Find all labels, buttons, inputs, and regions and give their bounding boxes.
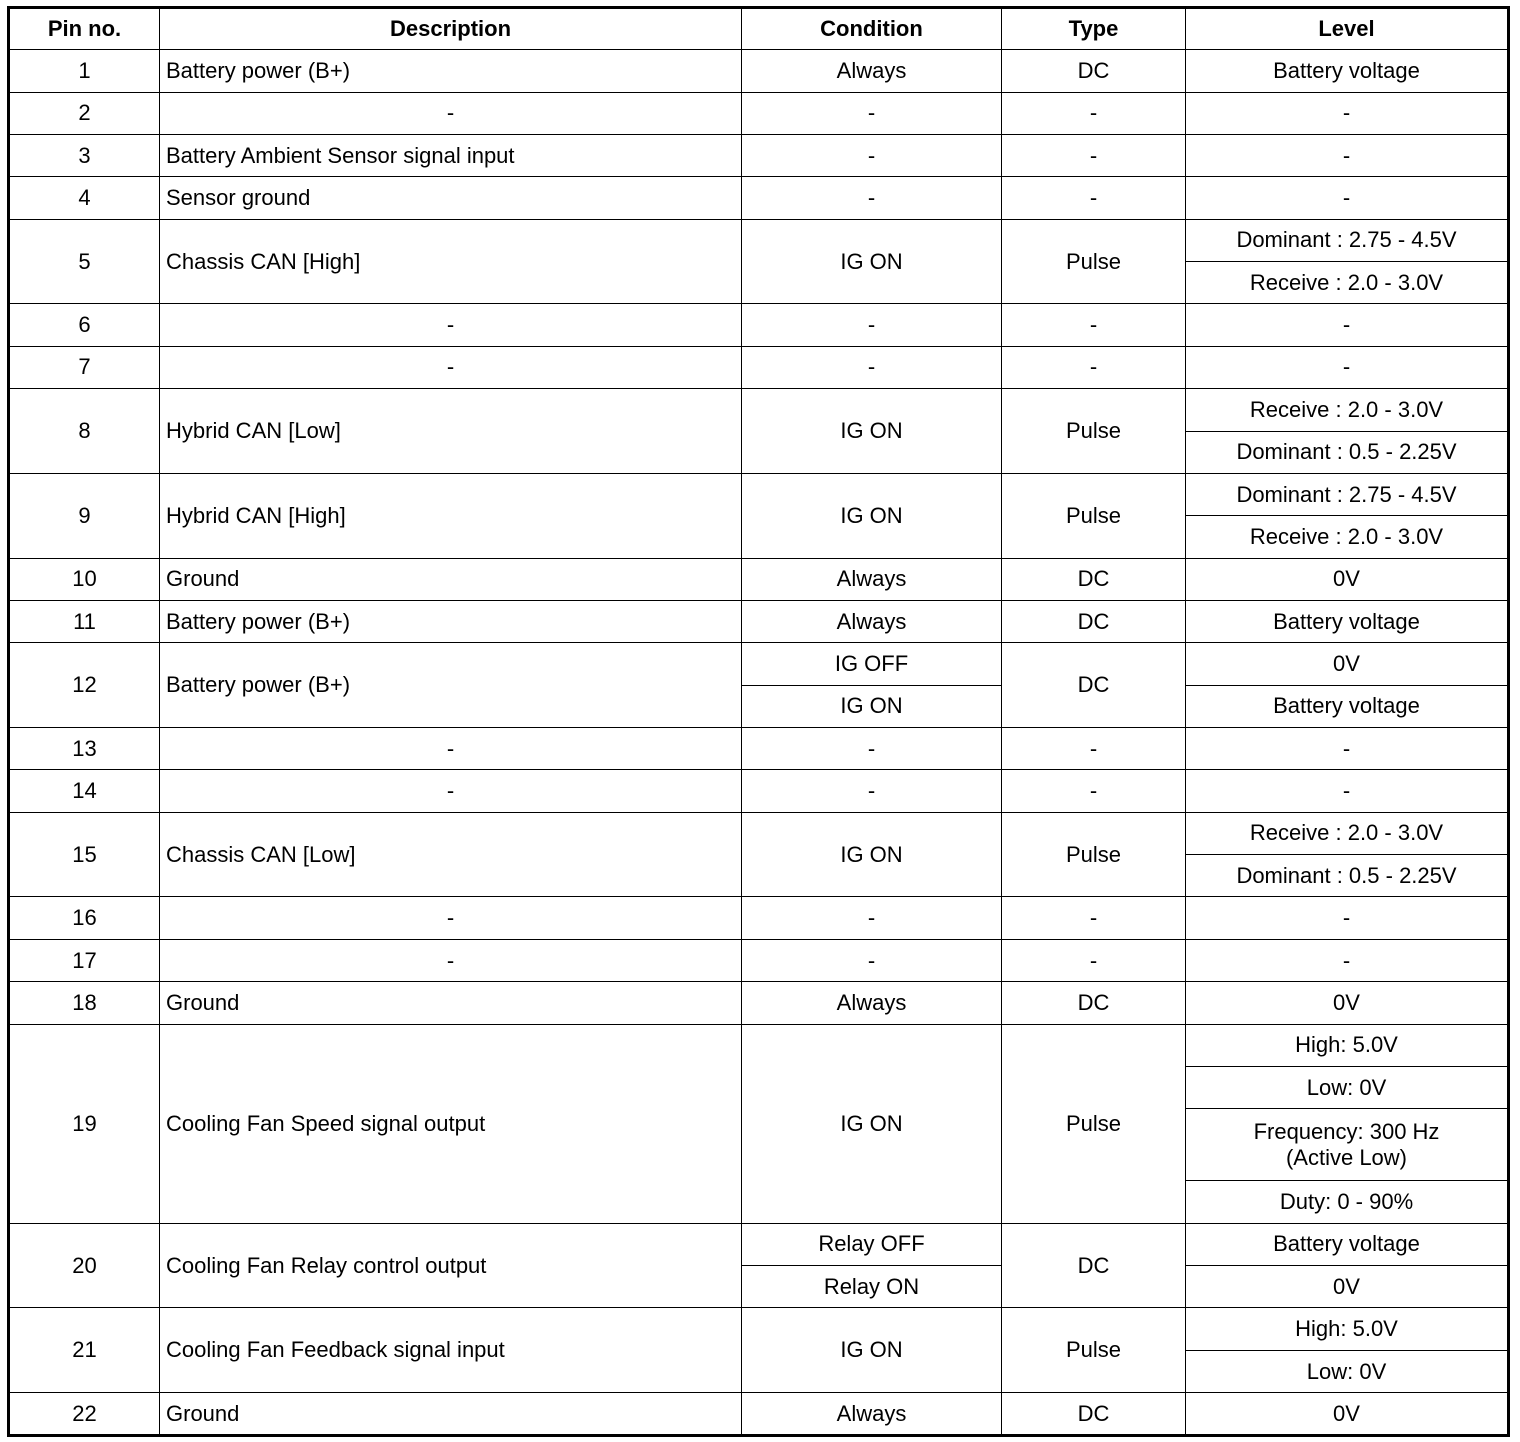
condition-cell: -: [742, 135, 1002, 177]
pin-number-cell: 17: [9, 939, 160, 981]
condition-cell: -: [742, 346, 1002, 388]
description-cell: -: [160, 304, 742, 346]
level-cell: High: 5.0V: [1186, 1308, 1509, 1350]
description-cell: Battery power (B+): [160, 643, 742, 728]
level-cell: Dominant : 2.75 - 4.5V: [1186, 219, 1509, 261]
type-cell: DC: [1002, 1393, 1186, 1436]
type-cell: -: [1002, 92, 1186, 134]
type-cell: -: [1002, 939, 1186, 981]
type-cell: -: [1002, 897, 1186, 939]
table-row: [9, 770, 1509, 812]
table-row: [9, 346, 1509, 388]
type-cell: Pulse: [1002, 812, 1186, 897]
pin-number-cell: 3: [9, 135, 160, 177]
condition-cell: Always: [742, 1393, 1002, 1436]
description-cell: Ground: [160, 982, 742, 1024]
condition-cell: Always: [742, 50, 1002, 92]
pin-number-cell: 21: [9, 1308, 160, 1393]
level-cell: -: [1186, 135, 1509, 177]
level-cell: Dominant : 0.5 - 2.25V: [1186, 855, 1509, 897]
pin-number-cell: 22: [9, 1393, 160, 1436]
header-row: [9, 8, 1509, 50]
pin-number-cell: 18: [9, 982, 160, 1024]
level-cell: Receive : 2.0 - 3.0V: [1186, 262, 1509, 304]
description-cell: -: [160, 897, 742, 939]
type-cell: -: [1002, 346, 1186, 388]
type-cell: DC: [1002, 643, 1186, 728]
description-cell: -: [160, 939, 742, 981]
condition-cell: -: [742, 177, 1002, 219]
level-cell: 0V: [1186, 643, 1509, 685]
type-cell: DC: [1002, 558, 1186, 600]
table-row: [9, 389, 1509, 431]
header-type: Type: [1002, 8, 1186, 50]
level-cell: Receive : 2.0 - 3.0V: [1186, 516, 1509, 558]
description-cell: Cooling Fan Feedback signal input: [160, 1308, 742, 1393]
type-cell: -: [1002, 177, 1186, 219]
pin-number-cell: 5: [9, 219, 160, 304]
type-cell: DC: [1002, 982, 1186, 1024]
pin-number-cell: 20: [9, 1223, 160, 1308]
pin-number-cell: 2: [9, 92, 160, 134]
condition-cell: -: [742, 92, 1002, 134]
level-cell: Battery voltage: [1186, 600, 1509, 642]
table-row: [9, 1223, 1509, 1265]
type-cell: Pulse: [1002, 389, 1186, 474]
type-cell: -: [1002, 728, 1186, 770]
level-cell: Low: 0V: [1186, 1350, 1509, 1392]
description-cell: Sensor ground: [160, 177, 742, 219]
pin-number-cell: 15: [9, 812, 160, 897]
condition-cell: -: [742, 897, 1002, 939]
pin-number-cell: 14: [9, 770, 160, 812]
pin-number-cell: 16: [9, 897, 160, 939]
condition-cell: IG ON: [742, 812, 1002, 897]
level-cell: -: [1186, 897, 1509, 939]
pin-number-cell: 11: [9, 600, 160, 642]
table-row: [9, 473, 1509, 515]
level-cell: -: [1186, 728, 1509, 770]
description-cell: Chassis CAN [Low]: [160, 812, 742, 897]
description-cell: Hybrid CAN [Low]: [160, 389, 742, 474]
header-condition: Condition: [742, 8, 1002, 50]
pin-number-cell: 19: [9, 1024, 160, 1223]
pin-number-cell: 8: [9, 389, 160, 474]
level-cell: 0V: [1186, 558, 1509, 600]
condition-cell: -: [742, 770, 1002, 812]
condition-cell: -: [742, 304, 1002, 346]
level-cell: Dominant : 2.75 - 4.5V: [1186, 473, 1509, 515]
description-cell: Hybrid CAN [High]: [160, 473, 742, 558]
type-cell: DC: [1002, 50, 1186, 92]
type-cell: Pulse: [1002, 219, 1186, 304]
type-cell: -: [1002, 304, 1186, 346]
type-cell: Pulse: [1002, 473, 1186, 558]
description-cell: Cooling Fan Relay control output: [160, 1223, 742, 1308]
pin-number-cell: 10: [9, 558, 160, 600]
level-cell: -: [1186, 346, 1509, 388]
description-cell: -: [160, 346, 742, 388]
description-cell: Cooling Fan Speed signal output: [160, 1024, 742, 1223]
table-row: [9, 1393, 1509, 1436]
type-cell: -: [1002, 770, 1186, 812]
level-cell: Frequency: 300 Hz (Active Low): [1186, 1109, 1509, 1181]
pin-number-cell: 12: [9, 643, 160, 728]
pin-table: [7, 6, 1510, 1437]
level-cell: Receive : 2.0 - 3.0V: [1186, 812, 1509, 854]
pin-number-cell: 9: [9, 473, 160, 558]
type-cell: Pulse: [1002, 1024, 1186, 1223]
description-cell: Battery power (B+): [160, 600, 742, 642]
description-cell: Battery Ambient Sensor signal input: [160, 135, 742, 177]
condition-cell: -: [742, 728, 1002, 770]
description-cell: Ground: [160, 558, 742, 600]
pin-number-cell: 13: [9, 728, 160, 770]
level-cell: Dominant : 0.5 - 2.25V: [1186, 431, 1509, 473]
level-cell: High: 5.0V: [1186, 1024, 1509, 1066]
table-row: [9, 219, 1509, 261]
level-cell: 0V: [1186, 1393, 1509, 1436]
condition-cell: IG ON: [742, 389, 1002, 474]
table-row: [9, 939, 1509, 981]
condition-cell: IG ON: [742, 1308, 1002, 1393]
level-cell: 0V: [1186, 1266, 1509, 1308]
pin-number-cell: 4: [9, 177, 160, 219]
condition-cell: Relay ON: [742, 1266, 1002, 1308]
description-cell: -: [160, 770, 742, 812]
pin-number-cell: 1: [9, 50, 160, 92]
table-row: [9, 304, 1509, 346]
description-cell: Ground: [160, 1393, 742, 1436]
level-cell: Battery voltage: [1186, 685, 1509, 727]
level-cell: Battery voltage: [1186, 50, 1509, 92]
description-cell: Chassis CAN [High]: [160, 219, 742, 304]
table-row: [9, 135, 1509, 177]
table-row: [9, 50, 1509, 92]
condition-cell: IG ON: [742, 473, 1002, 558]
table-row: [9, 600, 1509, 642]
condition-cell: Relay OFF: [742, 1223, 1002, 1265]
condition-cell: Always: [742, 600, 1002, 642]
level-cell: -: [1186, 304, 1509, 346]
table-row: [9, 812, 1509, 854]
table-row: [9, 643, 1509, 685]
type-cell: DC: [1002, 600, 1186, 642]
level-cell: -: [1186, 92, 1509, 134]
level-cell: -: [1186, 177, 1509, 219]
table-row: [9, 728, 1509, 770]
condition-cell: IG ON: [742, 685, 1002, 727]
condition-cell: IG OFF: [742, 643, 1002, 685]
condition-cell: Always: [742, 982, 1002, 1024]
type-cell: -: [1002, 135, 1186, 177]
condition-cell: IG ON: [742, 219, 1002, 304]
condition-cell: -: [742, 939, 1002, 981]
description-cell: -: [160, 728, 742, 770]
header-pin-no: Pin no.: [9, 8, 160, 50]
level-cell: Duty: 0 - 90%: [1186, 1181, 1509, 1223]
condition-cell: IG ON: [742, 1024, 1002, 1223]
type-cell: DC: [1002, 1223, 1186, 1308]
header-level: Level: [1186, 8, 1509, 50]
table-row: [9, 1308, 1509, 1350]
table-row: [9, 1024, 1509, 1066]
type-cell: Pulse: [1002, 1308, 1186, 1393]
level-cell: -: [1186, 939, 1509, 981]
description-cell: -: [160, 92, 742, 134]
level-cell: Receive : 2.0 - 3.0V: [1186, 389, 1509, 431]
level-cell: Battery voltage: [1186, 1223, 1509, 1265]
description-cell: Battery power (B+): [160, 50, 742, 92]
table-row: [9, 177, 1509, 219]
table-row: [9, 897, 1509, 939]
table-row: [9, 92, 1509, 134]
level-cell: 0V: [1186, 982, 1509, 1024]
condition-cell: Always: [742, 558, 1002, 600]
pin-number-cell: 6: [9, 304, 160, 346]
table-row: [9, 982, 1509, 1024]
table-row: [9, 558, 1509, 600]
header-description: Description: [160, 8, 742, 50]
level-cell: Low: 0V: [1186, 1066, 1509, 1108]
pin-number-cell: 7: [9, 346, 160, 388]
level-cell: -: [1186, 770, 1509, 812]
pin-table-body: [9, 50, 1509, 1436]
